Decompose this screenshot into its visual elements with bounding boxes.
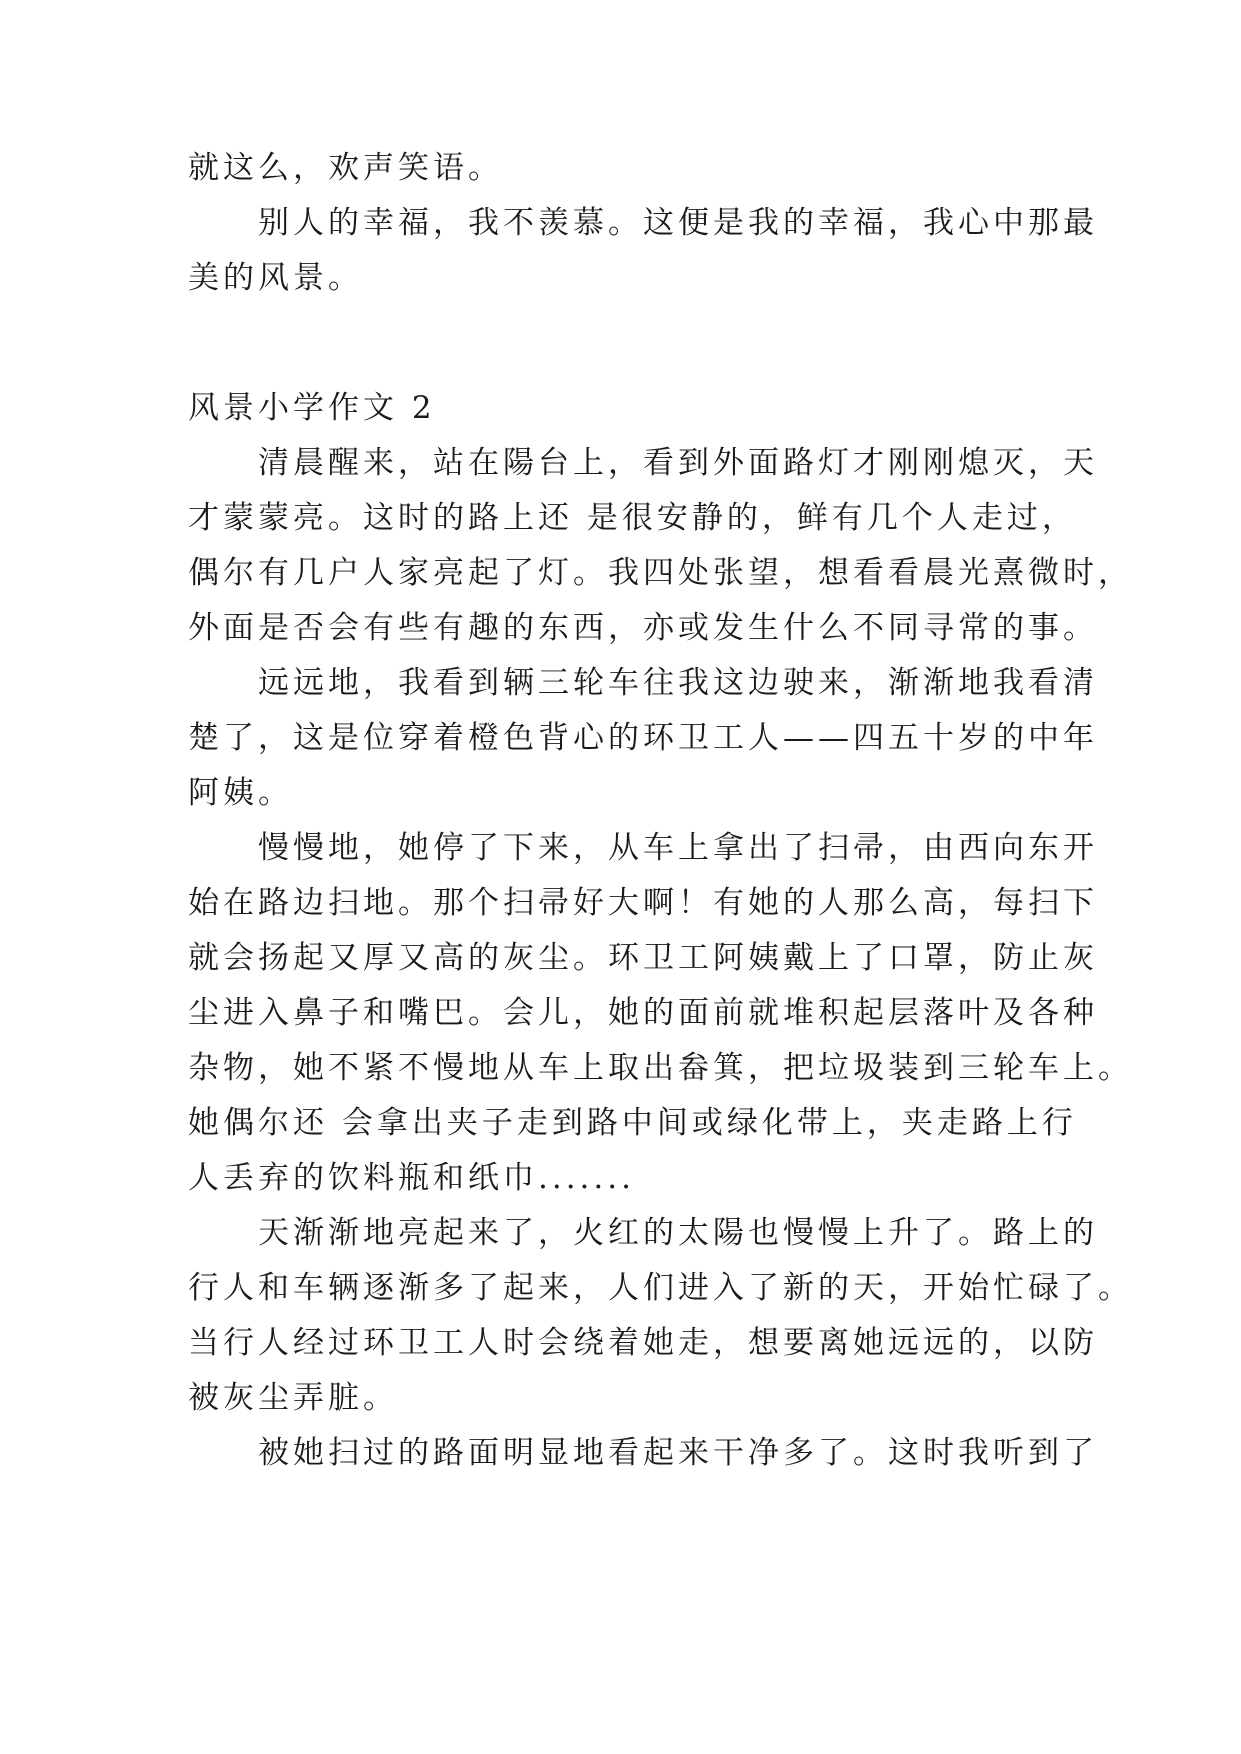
paragraph-start-line: 清晨醒来，站在陽台上，看到外面路灯才刚刚熄灭，天 bbox=[258, 445, 1098, 481]
text-line: 就会扬起又厚又高的灰尘。环卫工阿姨戴上了口罩，防止灰 bbox=[188, 940, 1098, 976]
paragraph-start-line: 慢慢地，她停了下来，从车上拿出了扫帚，由西向东开 bbox=[258, 830, 1098, 866]
text-line: 人丢弃的饮料瓶和纸巾....... bbox=[188, 1160, 635, 1196]
paragraph-start-line: 远远地，我看到辆三轮车往我这边驶来，渐渐地我看清 bbox=[258, 665, 1098, 701]
text-line: 就这么，欢声笑语。 bbox=[188, 150, 503, 186]
text-line: 阿姨。 bbox=[188, 775, 293, 811]
text-line: 外面是否会有些有趣的东西，亦或发生什么不同寻常的事。 bbox=[188, 610, 1098, 646]
text-line: 被灰尘弄脏。 bbox=[188, 1380, 398, 1416]
text-line: 行人和车辆逐渐多了起来，人们进入了新的天，开始忙碌了。 bbox=[188, 1270, 1133, 1306]
paragraph-start-line: 天渐渐地亮起来了，火红的太陽也慢慢上升了。路上的 bbox=[258, 1215, 1098, 1251]
section-title: 风景小学作文 2 bbox=[188, 390, 436, 426]
text-line: 始在路边扫地。那个扫帚好大啊！有她的人那么高，每扫下 bbox=[188, 885, 1098, 921]
text-line: 当行人经过环卫工人时会绕着她走，想要离她远远的，以防 bbox=[188, 1325, 1098, 1361]
paragraph-start-line: 别人的幸福，我不羡慕。这便是我的幸福，我心中那最 bbox=[258, 205, 1098, 241]
text-line: 尘进入鼻子和嘴巴。会儿，她的面前就堆积起层落叶及各种 bbox=[188, 995, 1098, 1031]
text-line: 偶尔有几户人家亮起了灯。我四处张望，想看看晨光熹微时， bbox=[188, 555, 1133, 591]
text-line: 美的风景。 bbox=[188, 260, 363, 296]
text-line: 楚了，这是位穿着橙色背心的环卫工人——四五十岁的中年 bbox=[188, 720, 1098, 756]
text-line: 杂物，她不紧不慢地从车上取出畚箕，把垃圾装到三轮车上。 bbox=[188, 1050, 1133, 1086]
text-line: 才蒙蒙亮。这时的路上还 是很安静的，鲜有几个人走过， bbox=[188, 500, 1077, 536]
text-line: 她偶尔还 会拿出夹子走到路中间或绿化带上，夹走路上行 bbox=[188, 1105, 1077, 1141]
paragraph-start-line: 被她扫过的路面明显地看起来干净多了。这时我听到了 bbox=[258, 1435, 1098, 1471]
